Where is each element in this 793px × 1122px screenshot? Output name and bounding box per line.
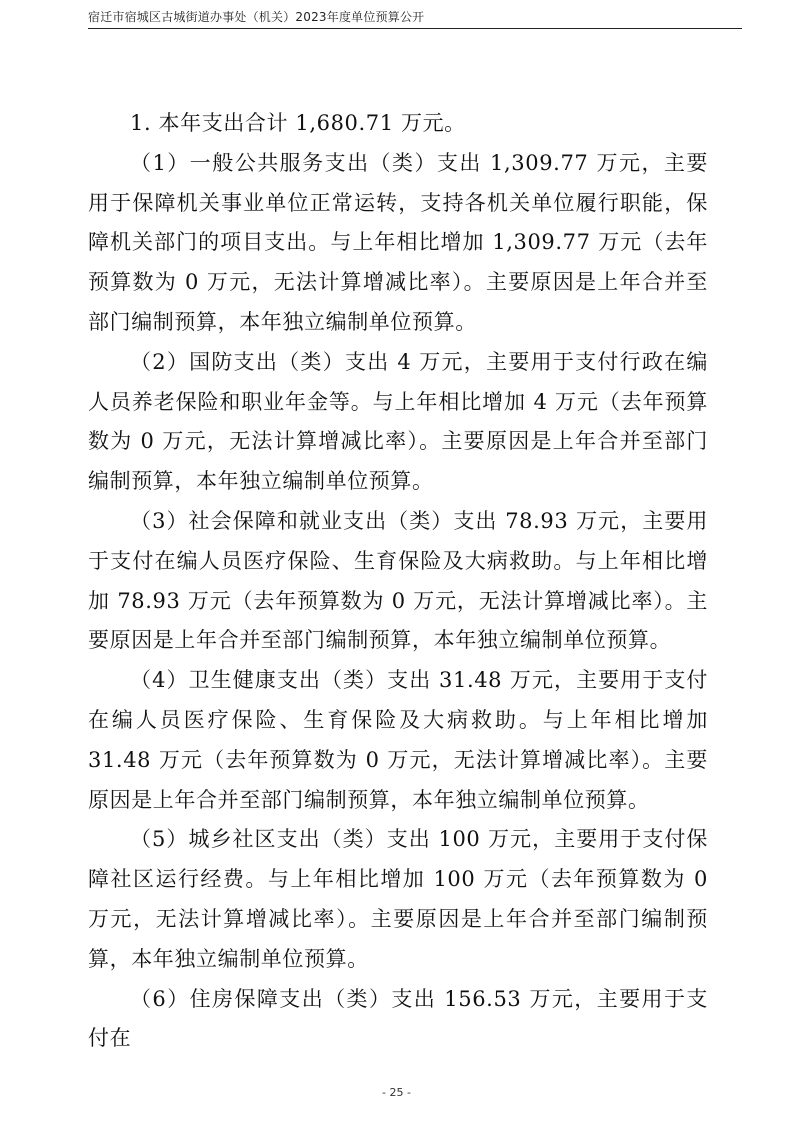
document-body bbox=[88, 104, 708, 1059]
paragraph-national-defense: （2）国防支出（类）支出 4 万元，主要用于支付行政在编人员养老保险和职业年金等。与上年相比增加 4 万元（去年预算数为 0 万元，无法计算增减比率）。主要原因是上年合并至部门编制预算，本年独立编制单位预算。 bbox=[88, 349, 708, 494]
paragraph-housing-security: （6）住房保障支出（类）支出 156.53 万元，主要用于支付在 bbox=[88, 986, 708, 1051]
paragraph-health: （4）卫生健康支出（类）支出 31.48 万元，主要用于支付在编人员医疗保险、生育保险及大病救助。与上年相比增加 31.48 万元（去年预算数为 0 万元，无法计算增减比率）。主要原因是上年合并至部门编制预算，本年独立编制单位预算。 bbox=[88, 668, 708, 812]
paragraph-total-expenditure: 1. 本年支出合计 1,680.71 万元。 bbox=[130, 111, 466, 135]
header-divider bbox=[88, 28, 742, 29]
paragraph-urban-rural-community: （5）城乡社区支出（类）支出 100 万元，主要用于支付保障社区运行经费。与上年相比增加 100 万元（去年预算数为 0 万元，无法计算增减比率）。主要原因是上年合并至部门编制预算，本年独立编制单位预算。 bbox=[88, 827, 708, 971]
page-number: - 25 - bbox=[382, 1086, 411, 1099]
paragraph-social-security-employment: （3）社会保障和就业支出（类）支出 78.93 万元，主要用于支付在编人员医疗保险、生育保险及大病救助。与上年相比增加 78.93 万元（去年预算数为 0 万元，无法计算增减比率）。主要原因是上年合并至部门编制预算，本年独立编制单位预算。 bbox=[88, 508, 708, 653]
page-header-title: 宿迁市宿城区古城街道办事处（机关）2023年度单位预算公开 bbox=[88, 10, 425, 24]
paragraph-general-public-services: （1）一般公共服务支出（类）支出 1,309.77 万元，主要用于保障机关事业单位正常运转，支持各机关单位履行职能，保障机关部门的项目支出。与上年相比增加 1,309.77 万元（去年预算数为 0 万元，无法计算增减比率）。主要原因是上年合并至部门编制预算，本年独立编制单位预算。 bbox=[88, 150, 708, 334]
